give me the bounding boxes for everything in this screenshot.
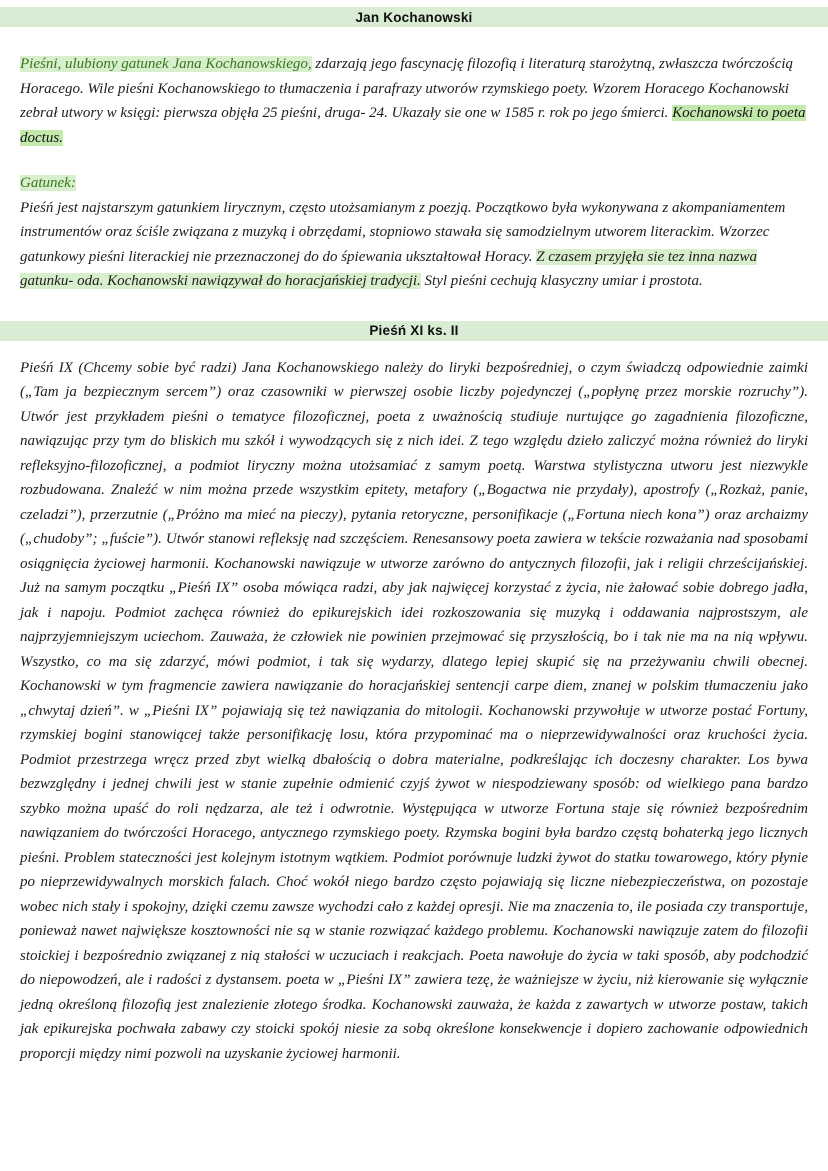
header-band xyxy=(0,7,828,27)
section2-title: Pieśń XI ks. II xyxy=(369,323,459,338)
gatunek-text-1: Pieśń jest najstarszym gatunkiem lirycznym, często utożsamianym z poezją. Początkowo była wykonywana z akompaniamentem instrumentów oraz ściśle związana z muzyką i obrzędami, stopniowo stawała się samodzielnym utworem literackim. Wzorzec gatunkowy pieśni literackiej nie przeznaczonej do do śpiewania ukształtował Horacy. xyxy=(20,199,786,265)
section2-header-band xyxy=(0,321,828,341)
highlight-piesni-gatunek: Pieśni, ulubiony gatunek Jana Kochanowskiego, xyxy=(20,56,312,72)
gatunek-paragraph xyxy=(20,196,808,294)
highlight-oda-sentence: Z czasem przyjęła sie tez inna nazwa gatunku- oda. Kochanowski nawiązywał do horacjańskiej tradycji. xyxy=(20,248,758,289)
page-title: Jan Kochanowski xyxy=(355,9,473,25)
gatunek-label: Gatunek: xyxy=(20,175,76,191)
highlight-poeta-doctus: Kochanowski to poeta doctus. xyxy=(20,105,806,146)
gatunek-label-line xyxy=(20,171,808,196)
gatunek-text-2: Styl pieśni cechują klasyczny umiar i prostota. xyxy=(420,273,703,289)
analysis-paragraph: Pieśń IX (Chcemy sobie być radzi) Jana Kochanowskiego należy do liryki bezpośredniej, o czym świadczą odpowiednie zaimki („Tam ja bezpiecznym sercem”) oraz czasowniki w pierwszej osobie liczby pojedynczej („popłynę przez morskie rozruchy”). Utwór jest przykładem pieśni o tematyce filozoficznej, poeta z uważnością studiuje nurtujące go zagadnienia filozoficzne, nawiązując przy tym do bliskich mu szkół i wywodzących się z nich idei. Z tego względu dzieło zaliczyć można również do liryki refleksyjno-filozoficznej, a podmiot liryczny można utożsamiać z samym poetą. Warstwa stylistyczna utworu jest niezwykle rozbudowana. Znaleźć w nim można przede wszystkim epitety, metafory („Bogactwa nie przydały), apostrofy („Rozkaż, panie, czeladzi”), przerzutnie („Próżno ma mieć na pieczy), pytania retoryczne, personifikacje („Fortuna niech kona”) oraz archaizmy („chudoby”; „fuście”). Utwór stanowi refleksję nad szczęściem. Renesansowy poeta zawiera w tekście rozważania nad sposobami osiągnięcia życiowej harmonii. Kochanowski nawiązuje w utworze zarówno do antycznych filozofii, jak i religii chrześcijańskiej. Już na samym początku „Pieśń IX” osoba mówiąca radzi, aby jak najwięcej korzystać z życia, nie żałować sobie dobrego jadła, jak i napoju. Podmiot zachęca również do epikurejskich idei rozkoszowania się muzyką i oddawania najprostszym, ale najprzyjemniejszym uciechom. Zauważa, że człowiek nie powinien przejmować się przyszłością, bo i tak nie ma na nią wpływu. Wszystko, co ma się zdarzyć, mówi podmiot, i tak się wydarzy, dlatego lepiej skupić się na przeżywaniu chwili obecnej. Kochanowski w tym fragmencie zawiera nawiązanie do horacjańskiej sentencji carpe diem, znanej w polskim tłumaczeniu jako „chwytaj dzień”. w „Pieśni IX” pojawiają się też nawiązania do mitologii. Kochanowski przywołuje w utworze postać Fortuny, rzymskiej bogini stanowiącej także personifikację losu, która przypominać ma o nieprzewidywalności oraz kruchości życia. Podmiot przestrzega wręcz przed zbyt wielką dbałością o dobra materialne, podkreślając ich doczesny charakter. Los bywa bezwzględny i jednej chwili jest w stanie zupełnie odmienić czyjś żywot w niespodziewany sposób: od wielkiego pana bardzo szybko można upaść do roli nędzarza, ale też i odwrotnie. Występująca w utworze Fortuna staje się również bezpośrednim nawiązaniem do twórczości Horacego, antycznego rzymskiego poety. Rzymska bogini była bardzo częstą bohaterką jego licznych pieśni. Problem stateczności jest kolejnym istotnym wątkiem. Podmiot porównuje ludzki żywot do statku towarowego, który płynie po nieprzewidywalnych morskich falach. Choć wokół niego bardzo często pojawiają się liczne niebezpieczeństwa, on pozostaje wobec nich stały i spokojny, dzięki czemu zawsze wychodzi cało z każdej opresji. Nie ma znaczenia to, ile posiada czy transportuje, ponieważ nawet największe kosztowności nie są w stanie rozwiązać każdego problemu. Kochanowski nawiązuje zatem do filozofii stoickiej i bezpośrednio związanej z nią stałości w uczuciach i reakcjach. Poeta nawołuje do życia w taki sposób, aby podchodzić do niepowodzeń, ale i radości z dystansem. poeta w „Pieśni IX” zawiera tezę, że ważniejsze w życiu, niż kierowanie się wyłącznie jedną określoną filozofią jest znalezienie złotego środka. Kochanowski zauważa, że każda z zawartych w utworze postaw, takich jak epikurejska pochwała zabawy czy stoicki spokój niesie za sobą określone konsekwencje i dopiero zachowanie odpowiednich proporcji między nimi pozwoli na uzyskanie życiowej harmonii. xyxy=(20,359,808,1062)
intro-paragraph xyxy=(20,52,808,150)
intro-text: zdarzają jego fascynację filozofią i literaturą starożytną, zwłaszcza twórczością Horacego. Wile pieśni Kochanowskiego to tłumaczenia i parafrazy utworów rzymskiego poety. Wzorem Horacego Kochanowski zebrał utwory w księgi: pierwsza objęła 25 pieśni, druga- 24. Ukazały sie one w 1585 r. rok po jego śmierci. xyxy=(20,56,794,121)
